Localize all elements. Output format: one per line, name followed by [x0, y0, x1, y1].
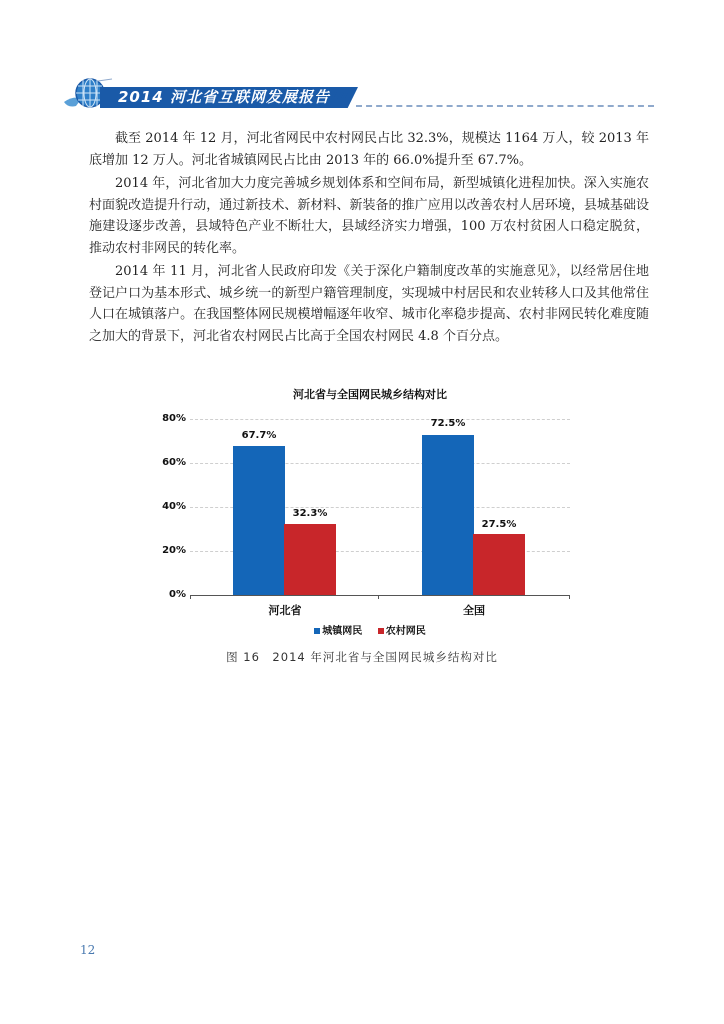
- header-slashes: /////: [330, 88, 350, 107]
- bar-hebei-rural: [284, 524, 336, 595]
- legend-swatch-icon: [378, 628, 384, 634]
- bar-national-rural: [473, 534, 525, 595]
- x-tick: [569, 595, 570, 599]
- x-tick: [378, 595, 379, 599]
- report-header: [62, 76, 662, 112]
- category-label: 全国: [463, 604, 485, 617]
- y-tick: 40%: [162, 501, 186, 512]
- bar-label: 67.7%: [241, 430, 277, 441]
- bar-hebei-urban: [233, 446, 285, 595]
- header-title: 2014 河北省互联网发展报告: [118, 88, 330, 106]
- bar-chart: [150, 380, 590, 640]
- bar-label: 32.3%: [292, 508, 328, 519]
- gridline: [190, 419, 570, 420]
- legend-swatch-icon: [314, 628, 320, 634]
- y-tick: 80%: [162, 413, 186, 424]
- chart-title: 河北省与全国网民城乡结构对比: [293, 388, 447, 401]
- y-tick: 0%: [169, 589, 186, 600]
- paragraph: 截至 2014 年 12 月，河北省网民中农村网民占比 32.3%，规模达 1164 万人，较 2013 年底增加 12 万人。河北省城镇网民占比由 2013 年的 66.0%提升至 67.7%。: [89, 131, 649, 168]
- header-divider: [356, 105, 654, 107]
- legend-item-rural: 农村网民: [378, 622, 426, 637]
- body-text: [89, 128, 649, 349]
- legend-item-urban: 城镇网民: [314, 622, 362, 637]
- category-label: 河北省: [268, 604, 302, 617]
- bar-national-urban: [422, 435, 474, 595]
- y-tick: 60%: [162, 457, 186, 468]
- page-number: 12: [80, 943, 96, 957]
- chart-legend: [150, 622, 590, 637]
- x-axis: [190, 595, 570, 596]
- figure-caption: 图 16 2014 年河北省与全国网民城乡结构对比: [226, 650, 498, 664]
- paragraph: 2014 年 11 月，河北省人民政府印发《关于深化户籍制度改革的实施意见》，以经常居住地登记户口为基本形式、城乡统一的新型户籍管理制度，实现城中村居民和农业转移人口及其他常住人口在城镇落户。在我国整体网民规模增幅逐年收窄、城市化率稳步提高、农村非网民转化难度随之加大的背景下，河北省农村网民占比高于全国农村网民 4.8 个百分点。: [89, 264, 649, 344]
- y-tick: 20%: [162, 545, 186, 556]
- bar-label: 27.5%: [481, 519, 517, 530]
- paragraph: 2014 年，河北省加大力度完善城乡规划体系和空间布局，新型城镇化进程加快。深入实施农村面貌改造提升行动，通过新技术、新材料、新装备的推广应用以改善农村人居环境，县城基础设施建设逐步改善，县域特色产业不断壮大，县域经济实力增强，100 万农村贫困人口稳定脱贫，推动农村非网民的转化率。: [89, 176, 649, 256]
- bar-label: 72.5%: [430, 418, 466, 429]
- x-tick: [190, 595, 191, 599]
